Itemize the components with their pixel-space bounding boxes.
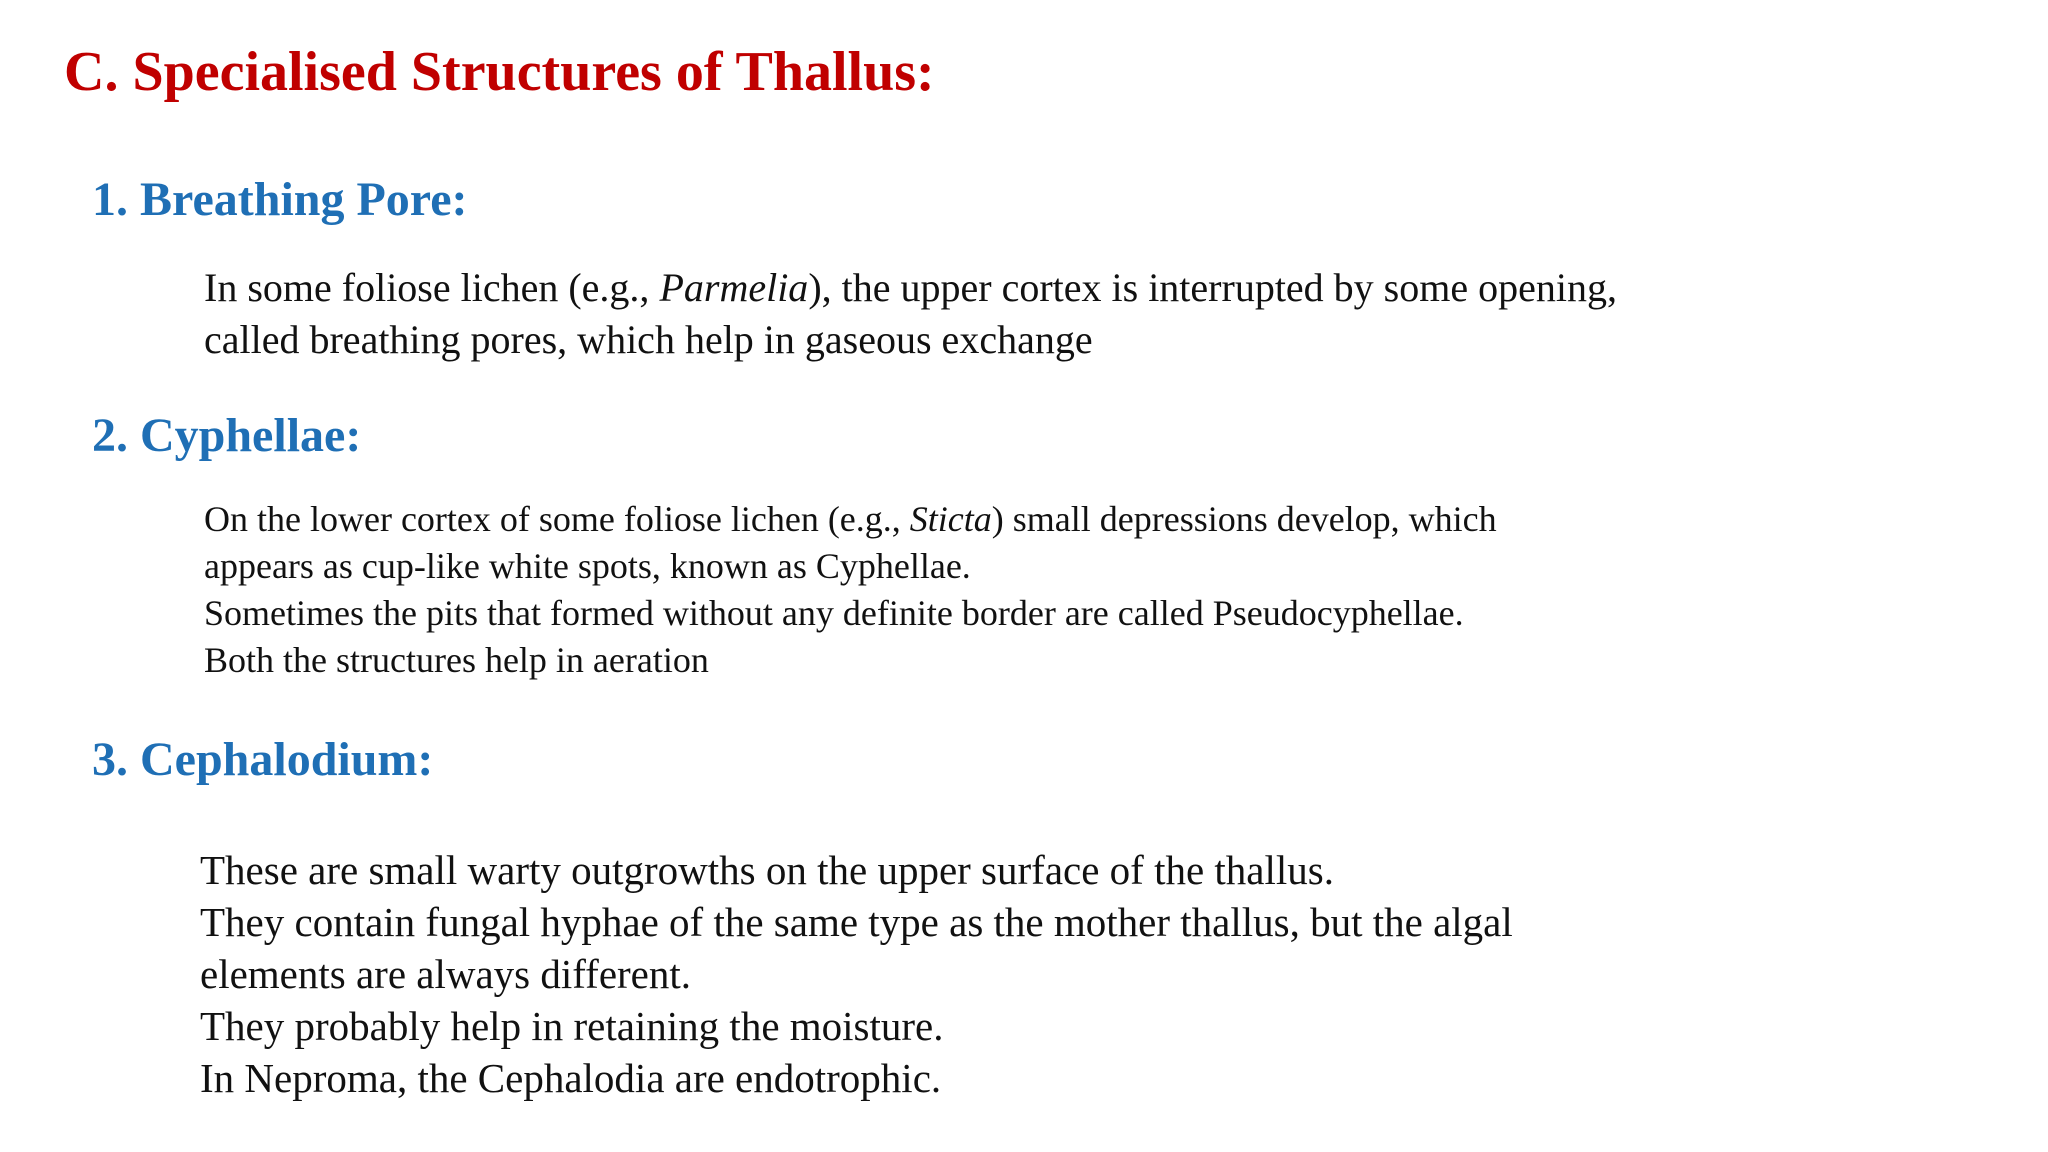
body-line: Sometimes the pits that formed without any definite border are called Pseudocyphellae. [204,593,1464,633]
body-line: In Neproma, the Cephalodia are endotrophic. [200,1055,942,1101]
body-line: They probably help in retaining the moisture. [200,1003,944,1049]
section-heading-cyphellae: 2. Cyphellae: [92,409,362,462]
body-line: elements are always different. [200,951,692,997]
body-line [204,496,1497,543]
species-name-italic: Parmelia [659,265,809,310]
slide-title: C. Specialised Structures of Thallus: [64,41,935,103]
section-heading-cephalodium: 3. Cephalodium: [92,733,434,786]
text-run: On the lower cortex of some foliose lichen (e.g., [204,499,910,539]
section-body-breathing-pore [204,262,1617,366]
section-body-cyphellae [204,496,1497,684]
text-run: ), the upper cortex is interrupted by some opening, [808,265,1617,310]
body-line: Both the structures help in aeration [204,640,709,680]
body-line: These are small warty outgrowths on the upper surface of the thallus. [200,847,1334,893]
species-name-italic: Sticta [909,499,992,539]
text-run: In some foliose lichen (e.g., [204,265,660,310]
body-line: appears as cup-like white spots, known as Cyphellae. [204,546,971,586]
body-line: They contain fungal hyphae of the same type as the mother thallus, but the algal [200,899,1513,945]
section-body-cephalodium [200,844,1513,1104]
body-line [204,262,1617,314]
section-heading-breathing-pore: 1. Breathing Pore: [92,173,468,226]
text-run: ) small depressions develop, which [991,499,1497,539]
body-line: called breathing pores, which help in gaseous exchange [204,317,1093,362]
